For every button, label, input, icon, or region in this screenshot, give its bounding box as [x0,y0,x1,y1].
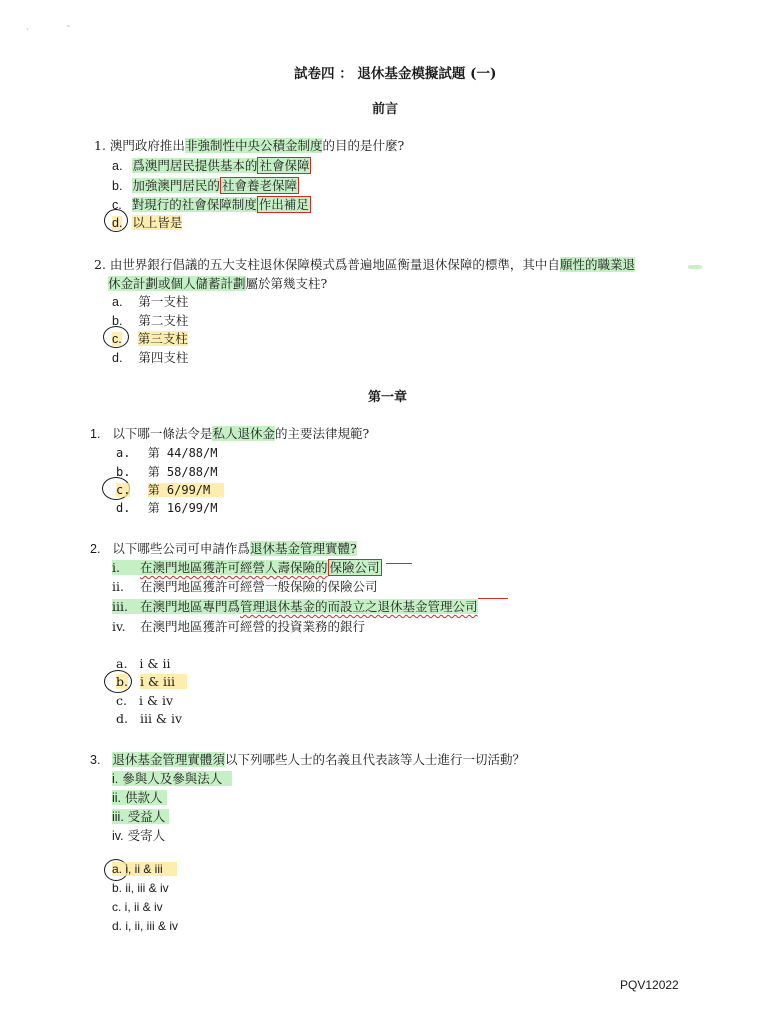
option-label: b. [112,179,123,193]
boxed-phrase: 作出補足 [258,197,309,212]
statement-text-underlined: 管理退休基金的而設立之退休基金管理公司 [240,599,478,614]
statement-item [112,558,382,576]
question-text [90,750,525,768]
option-label: d. [116,711,128,726]
question-number: 2. [90,542,101,556]
highlighted-phrase: 非強制性中央公積金制度 [184,138,323,153]
question-text-part: 澳門政府推出 [109,138,185,153]
option-text: 第二支柱 [138,313,189,328]
statement-item [112,807,169,825]
statement-label: i. [112,772,119,786]
statement-label: iii. [112,599,128,614]
answer-option-selected [112,862,177,876]
boxed-phrase: 社會保障 [259,158,310,173]
answer-option [116,499,218,516]
answer-option [112,176,299,194]
answer-option [112,900,163,914]
question-text-continued [108,274,327,292]
section-heading-chapter-1: 第一章 [368,390,408,405]
option-text: 第 44/88/M [147,446,218,460]
answer-option-selected [116,674,187,689]
statement-label: iv. [112,619,126,634]
boxed-phrase: 保險公司 [329,560,380,575]
question-text [90,424,369,442]
question-number: 1. [90,427,101,441]
option-text: i & iv [138,693,174,708]
option-text: 加強澳門居民的 社會養老保障 [132,178,297,193]
answer-option [112,881,169,895]
answer-option [116,463,218,480]
option-label: c. [112,332,122,346]
statement-text: 在澳門地區獲許可經營的投資業務的銀行 [140,619,366,634]
section-heading-preface: 前言 [372,102,399,117]
option-text: b. ii, iii & iv [112,881,169,895]
option-text: 第一支柱 [138,294,189,309]
statement-text: 在澳門地區獲許可經營人壽保險的 [140,560,328,575]
question-text-part: 以下哪些公司可申請作爲 [112,541,250,556]
option-label: c. [112,198,122,212]
statement-label: i. [112,560,120,575]
statement-text: 在澳門地區專門爲 [140,599,241,614]
option-label: c. [116,693,127,708]
document-code: PQV12022 [620,978,679,992]
option-label: b. [112,314,123,328]
statement-item [112,577,378,595]
answer-option [112,292,188,310]
option-text: 第 58/88/M [147,465,218,479]
boxed-phrase: 社會養老保障 [221,178,297,193]
answer-option [112,195,311,213]
statement-text: 受寄人 [127,828,166,843]
question-text [94,255,635,273]
option-text: 第 6/99/M [148,483,225,497]
statement-item [112,788,167,806]
question-text-part: 的目的是什麼? [322,138,405,153]
option-text: a. i, ii & iii [112,862,177,876]
exam-title: 試卷四 ： 退休基金模擬試題 (一) [294,66,497,82]
highlighted-phrase: 退休基金管理實體須 [112,752,225,767]
question-text [90,539,357,557]
option-text: i & iii [140,674,187,689]
answer-option [116,656,171,671]
answer-option [112,348,188,366]
option-text: 第 16/99/M [147,501,218,515]
answer-option [112,156,311,174]
option-text: 爲澳門居民提供基本的 社會保障 [132,158,310,173]
question-text-part: 屬於第幾支柱? [245,276,328,291]
option-label: a. [112,159,123,173]
highlighted-phrase: 休金計劃或個人儲蓄計劃 [108,276,246,291]
option-label: a. [112,295,123,309]
statement-item [112,826,165,844]
question-text-part: 的主要法律規範? [274,426,370,441]
statement-label: ii. [112,579,124,594]
answer-option [116,693,173,708]
answer-option-selected [116,481,224,498]
option-label: d. [116,501,131,515]
option-text: d. i, ii, iii & iv [112,919,179,933]
question-number: 3. [90,753,101,767]
question-text-part: 以下哪一條法令是 [112,426,213,441]
option-label: c. [116,483,131,497]
statement-label: iii. [112,810,124,824]
highlighted-phrase: 退休基金管理實體? [249,541,357,556]
statement-item [112,769,232,787]
question-text-part: 以下列哪些人士的名義且代表該等人士進行一切活動？ [224,752,525,767]
statement-text: 供款人 [125,790,163,805]
option-text: iii & iv [139,711,183,726]
option-text: i & ii [139,656,171,671]
answer-option-selected [112,213,182,231]
statement-label: ii. [112,791,122,805]
option-label: d. [112,351,123,365]
option-text: c. i, ii & iv [112,900,163,914]
option-text: 以上皆是 [132,215,183,230]
option-label: b. [116,674,128,689]
statement-text: 參與人及參與法人 [122,771,223,786]
answer-option [112,919,178,933]
option-label: b. [116,465,131,479]
highlighter-stroke [688,265,702,269]
option-label: d. [112,216,123,230]
question-number: 1. [94,138,106,153]
statement-text: 受益人 [127,809,166,824]
highlighted-phrase: 私人退休金 [212,426,275,441]
statement-text: 在澳門地區獲許可經營一般保險的保險公司 [140,579,378,594]
question-number: 2. [94,257,106,272]
option-text: 對現行的社會保障制度 作出補足 [131,197,309,212]
answer-option [116,444,218,461]
red-pen-stroke [386,563,412,564]
red-pen-stroke [478,598,508,599]
option-text: 第四支柱 [138,350,189,365]
question-text-part: 由世界銀行倡議的五大支柱退休保障模式爲普遍地區衡量退休保障的標準，其中自 [109,257,560,272]
highlighted-phrase: 願性的職業退 [559,257,635,272]
statement-item [112,617,365,635]
question-text [94,136,404,154]
statement-label: iv. [112,829,124,843]
scan-speck: ˎ [26,21,29,31]
answer-option-selected [112,329,188,347]
option-text: 第三支柱 [137,331,188,346]
scan-speck: ˷ [66,18,71,28]
option-label: a. [116,656,128,671]
answer-option [112,311,188,329]
statement-item [112,597,478,615]
option-label: a. [116,446,131,460]
answer-option [116,711,182,726]
